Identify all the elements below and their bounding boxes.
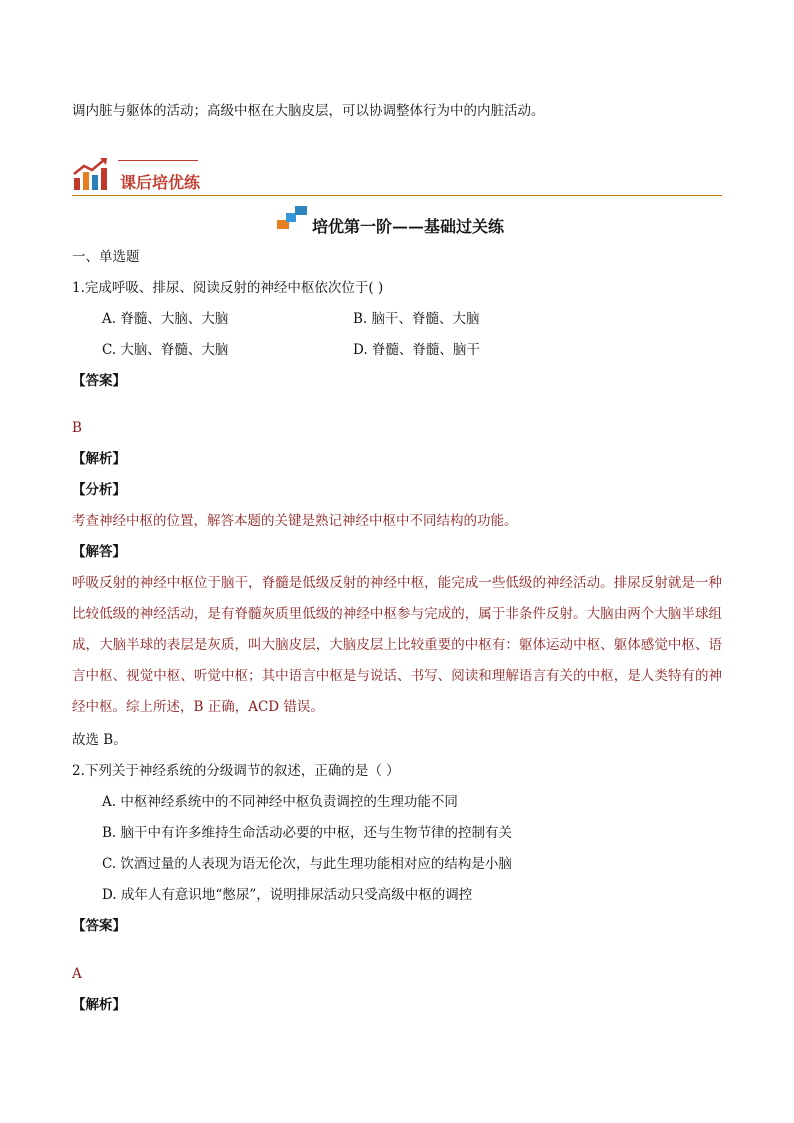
section-divider <box>72 195 722 196</box>
section-top-rule <box>118 160 198 161</box>
q2-answer-label: 【答案】 <box>72 918 126 934</box>
q1-jieda-label: 【解答】 <box>72 544 126 560</box>
q1-stem: 1.完成呼吸、排尿、阅读反射的神经中枢依次位于( ) <box>72 280 384 296</box>
q2-option-a: A. 中枢神经系统中的不同神经中枢负责调控的生理功能不同 <box>102 794 458 810</box>
part-heading: 一、单选题 <box>72 249 140 265</box>
q1-option-c: C. 大脑、脊髓、大脑 <box>102 342 229 358</box>
q1-answer-label: 【答案】 <box>72 373 126 389</box>
q2-option-b: B. 脑干中有许多维持生命活动必要的中枢，还与生物节律的控制有关 <box>102 825 513 841</box>
bar-chart-arrow-icon <box>72 156 112 192</box>
q2-option-d: D. 成年人有意识地“憋尿”，说明排尿活动只受高级中枢的调控 <box>102 887 473 903</box>
q2-answer: A <box>72 966 82 982</box>
section-title: 课后培优练 <box>120 173 201 192</box>
q1-analysis-label: 【解析】 <box>72 451 126 467</box>
section-icon <box>72 156 112 192</box>
q1-option-d: D. 脊髓、脊髓、脑干 <box>353 342 480 358</box>
q1-jieda: 呼吸反射的神经中枢位于脑干，脊髓是低级反射的神经中枢，能完成一些低级的神经活动。排尿反射就是一种比较低级的神经活动，是有脊髓灰质里低级的神经中枢参与完成的，属于非条件反射。大脑由两个大脑半球组成，大脑半球的表层是灰质，叫大脑皮层，大脑皮层上比较重要的中枢有：躯体运动中枢、躯体感觉中枢、语言中枢、视觉中枢、听觉中枢；其中语言中枢是与说话、书写、阅读和理解语言有关的中枢，是人类特有的神经中枢。综上所述，B 正确，ACD 错误。 <box>72 575 722 715</box>
q1-answer: B <box>72 420 82 436</box>
subsection-title: 培优第一阶——基础过关练 <box>312 217 505 236</box>
stairs-icon <box>277 205 309 231</box>
q2-option-c: C. 饮酒过量的人表现为语无伦次，与此生理功能相对应的结构是小脑 <box>102 856 512 872</box>
top-text: 调内脏与躯体的活动；高级中枢在大脑皮层，可以协调整体行为中的内脏活动。 <box>72 103 545 119</box>
q1-fenxi-label: 【分析】 <box>72 482 126 498</box>
q2-analysis-label: 【解析】 <box>72 997 126 1013</box>
q1-conclusion: 故选 B。 <box>72 732 127 748</box>
q1-option-b: B. 脑干、脊髓、大脑 <box>353 311 480 327</box>
q1-fenxi: 考查神经中枢的位置，解答本题的关键是熟记神经中枢中不同结构的功能。 <box>72 513 518 529</box>
q2-stem: 2.下列关于神经系统的分级调节的叙述，正确的是（ ） <box>72 763 400 779</box>
q1-option-a: A. 脊髓、大脑、大脑 <box>102 311 229 327</box>
